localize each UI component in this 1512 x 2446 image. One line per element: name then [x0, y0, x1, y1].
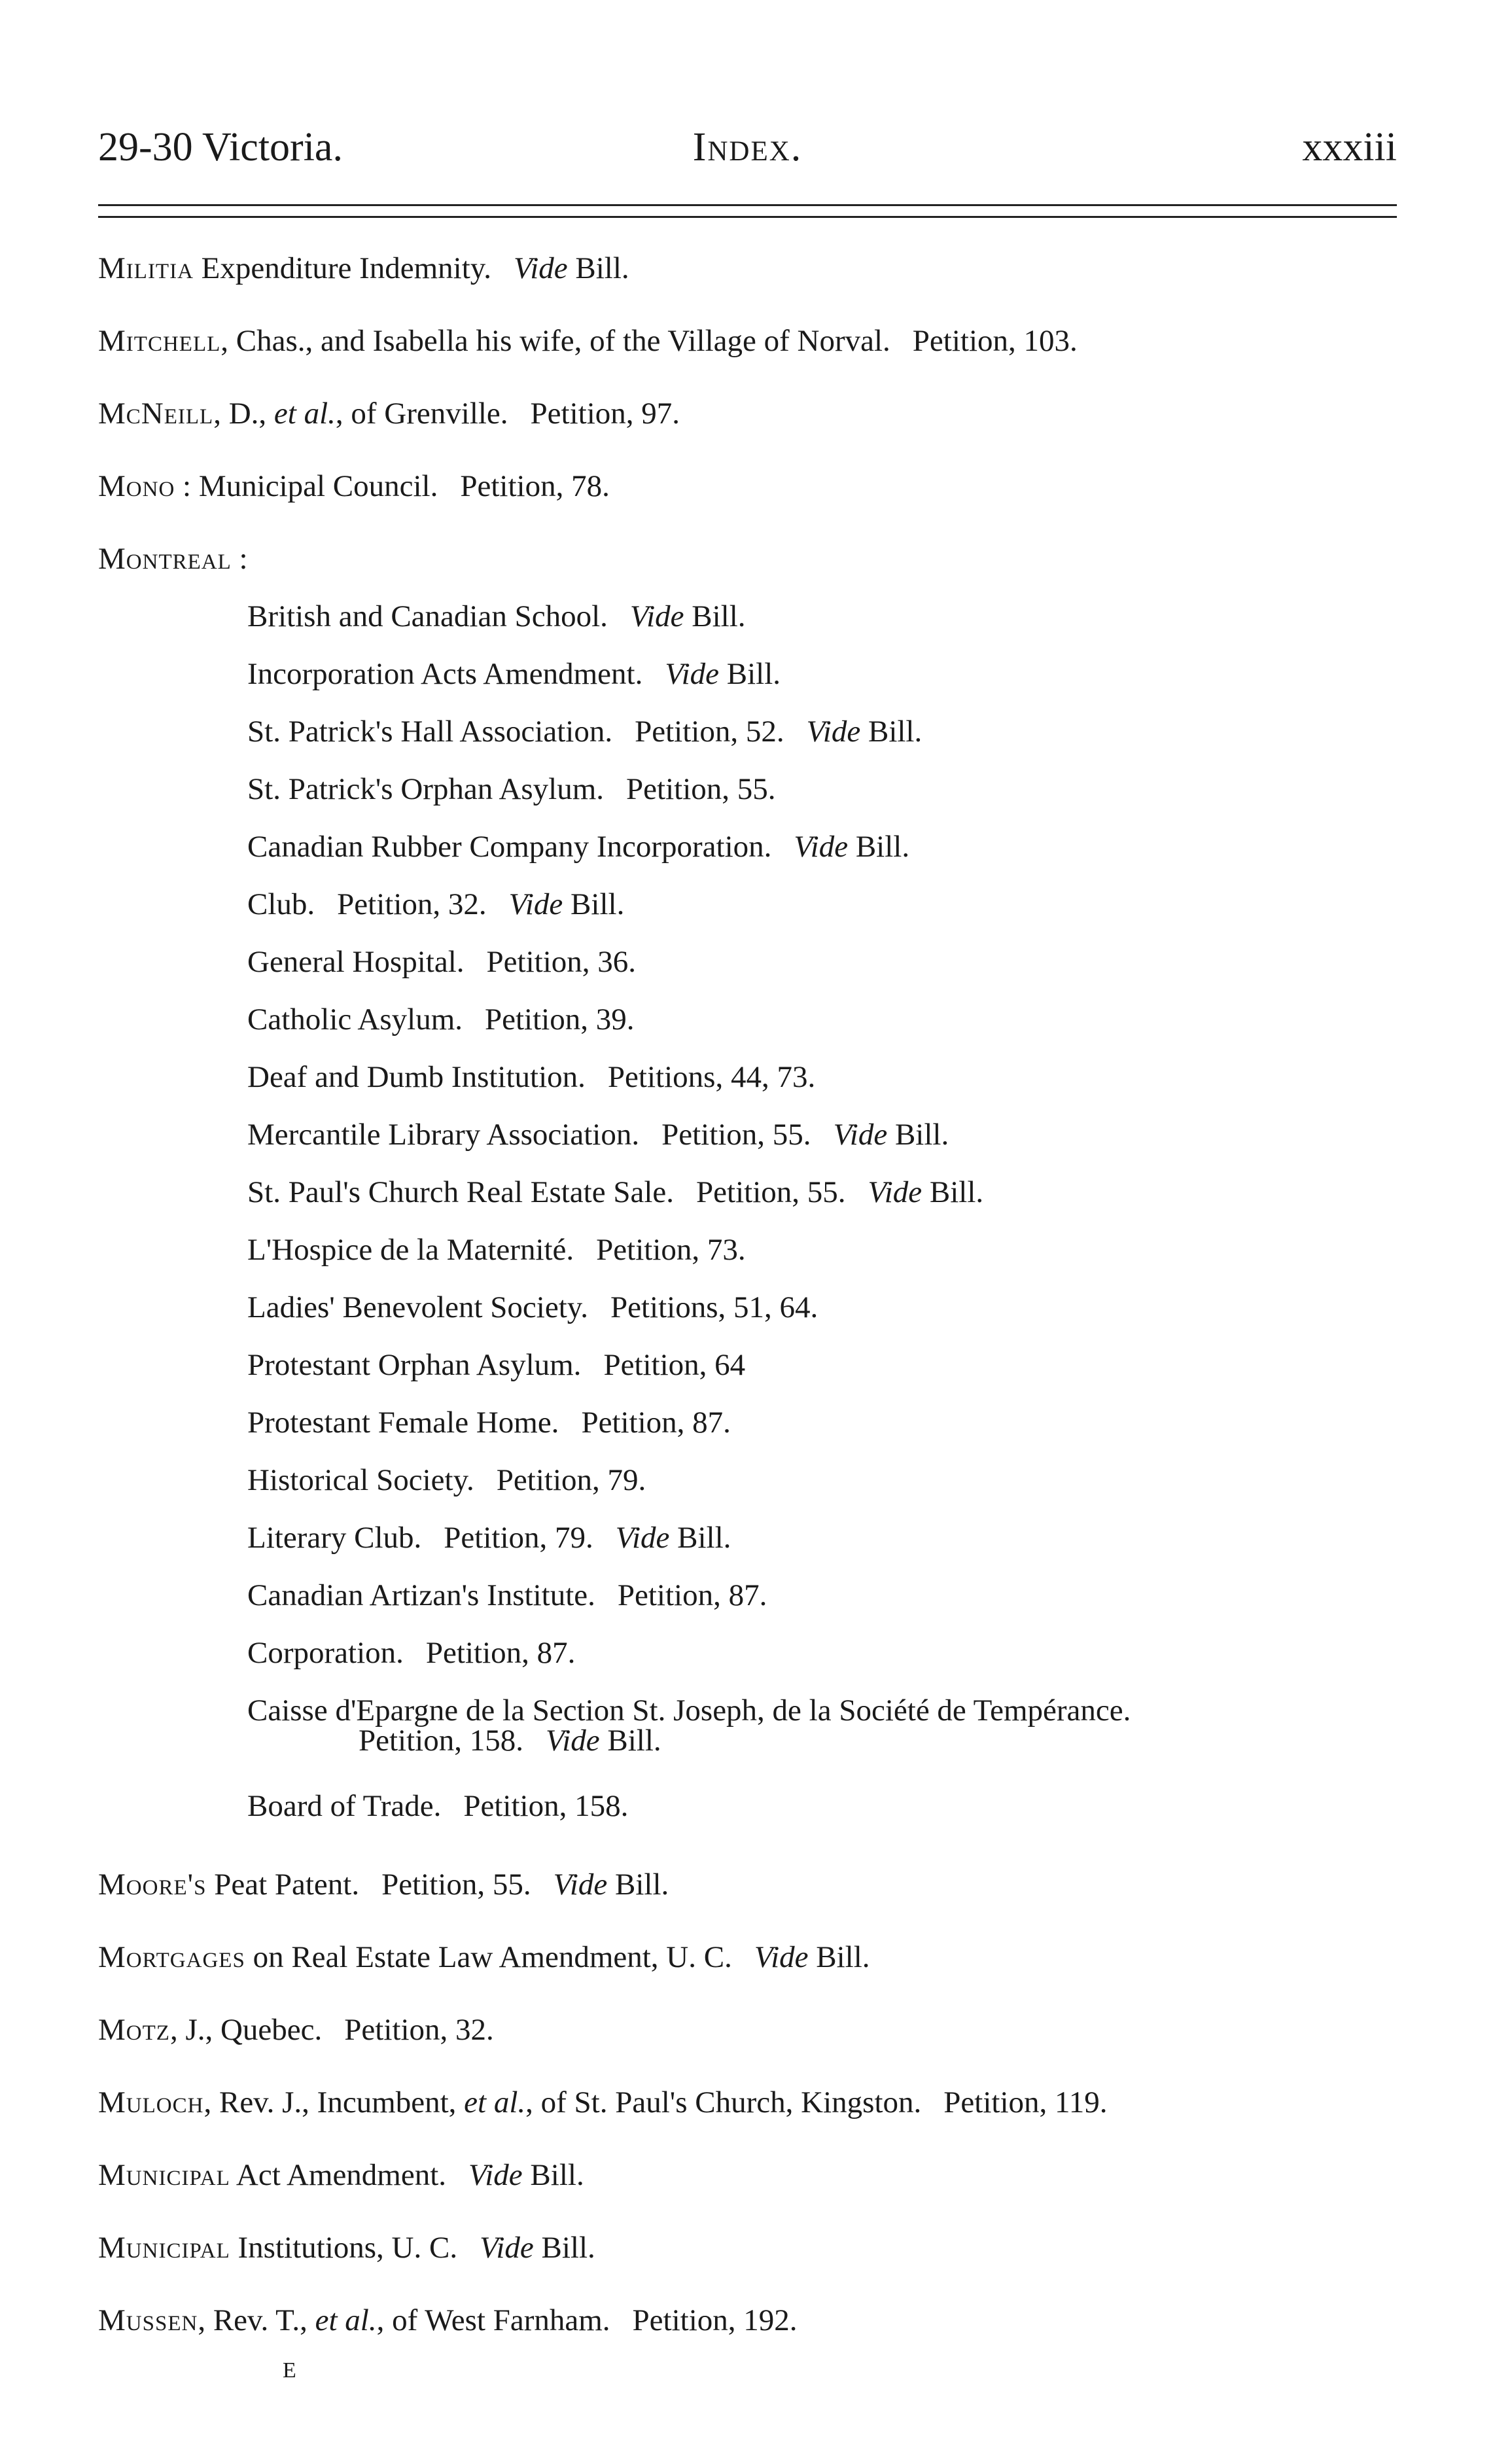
subentry-text: Club.	[247, 887, 315, 921]
entry-text: on Real Estate Law Amendment, U. C.	[245, 1940, 732, 1974]
subentry	[98, 597, 1433, 654]
subentry-petition: Petition, 55.	[661, 1118, 811, 1152]
subentry-petition: Petition, 64	[603, 1348, 746, 1382]
entry-text2: , of West Farnham.	[376, 2303, 610, 2337]
entry-vide: Vide	[514, 251, 568, 285]
entry-head: McNeill	[98, 397, 214, 431]
subentry	[98, 1345, 1433, 1403]
index-entry-mortgages	[98, 1938, 1433, 1977]
entry-text: Act Amendment.	[230, 2158, 447, 2192]
entry-text: , Chas., and Isabella his wife, of the Village of Norval.	[220, 324, 890, 358]
subentry	[98, 942, 1433, 1000]
entry-text: Peat Patent.	[206, 1868, 360, 1902]
subentry-text: Historical Society.	[247, 1463, 474, 1497]
index-entry-moore	[98, 1865, 1433, 1904]
subentry	[98, 1115, 1433, 1173]
subentry	[98, 827, 1433, 885]
subentry-vide: Vide	[615, 1521, 670, 1555]
header-rule-top	[98, 204, 1397, 206]
subentry-tail: Bill.	[922, 1175, 984, 1209]
subentry-text: Corporation.	[247, 1636, 404, 1670]
entry-petition: Petition, 32.	[344, 2013, 494, 2047]
montreal-subentries	[98, 597, 1433, 1844]
subentry	[98, 1518, 1433, 1576]
subentry-petition: Petition, 55.	[626, 772, 776, 806]
entry-tail: Bill.	[607, 1868, 669, 1902]
subentry-vide: Vide	[833, 1118, 888, 1152]
entry-head: Mussen	[98, 2303, 198, 2337]
index-entry-militia	[98, 249, 1433, 288]
subentry-tail: Bill.	[860, 715, 923, 749]
entry-petition: Petition, 55.	[381, 1868, 531, 1902]
subentry-text: L'Hospice de la Maternité.	[247, 1233, 574, 1267]
subentry-tail: Bill.	[684, 599, 746, 633]
index-entries	[98, 249, 1433, 2373]
entry-head: Mitchell	[98, 324, 221, 358]
entry-tail: Bill.	[808, 1940, 870, 1974]
entry-vide: Vide	[553, 1868, 608, 1902]
subentry-petition: Petition, 87.	[581, 1406, 731, 1440]
subentry	[98, 1633, 1433, 1691]
subentry-petition: Petition, 39.	[485, 1002, 635, 1037]
subentry-text: Protestant Female Home.	[247, 1406, 559, 1440]
entry-petition: Petition, 192.	[632, 2303, 798, 2337]
subentry-petition: Petitions, 51, 64.	[610, 1290, 818, 1324]
index-entry-municipal-institutions	[98, 2228, 1433, 2267]
subentry-petition: Petition, 55.	[696, 1175, 846, 1209]
subentry-text: Deaf and Dumb Institution.	[247, 1060, 586, 1094]
subentry-text: British and Canadian School.	[247, 599, 608, 633]
entry-head: Moore's	[98, 1868, 207, 1902]
entry-text2: , of St. Paul's Church, Kingston.	[525, 2085, 922, 2119]
subentry	[98, 1173, 1433, 1230]
subentry-petition: Petition, 79.	[496, 1463, 646, 1497]
subentry-text: Catholic Asylum.	[247, 1002, 463, 1037]
entry-petition: Petition, 78.	[460, 469, 610, 503]
entry-head: Mono	[98, 469, 175, 503]
header-rule-bottom	[98, 216, 1397, 218]
subentry-vide: Vide	[806, 715, 861, 749]
subentry-vide: Vide	[794, 830, 849, 864]
entry-text: Expenditure Indemnity.	[193, 251, 491, 285]
entry-tail: Bill.	[567, 251, 629, 285]
index-entry-mono	[98, 467, 1433, 506]
entry-vide: Vide	[480, 2231, 534, 2265]
entry-head: Militia	[98, 251, 194, 285]
entry-vide: Vide	[468, 2158, 523, 2192]
subentry-petition: Petition, 79.	[444, 1521, 593, 1555]
entry-text: , Rev. T.,	[198, 2303, 315, 2337]
subentry-text: Mercantile Library Association.	[247, 1118, 640, 1152]
entry-head: Motz	[98, 2013, 170, 2047]
index-entry-mussen	[98, 2301, 1433, 2340]
subentry-text: St. Paul's Church Real Estate Sale.	[247, 1175, 675, 1209]
entry-text: , Rev. J., Incumbent,	[203, 2085, 465, 2119]
subentry-text: Ladies' Benevolent Society.	[247, 1290, 588, 1324]
subentry-petition: Petition, 158.	[463, 1789, 629, 1823]
subentry	[98, 1786, 1433, 1844]
subentry-text: Incorporation Acts Amendment.	[247, 657, 643, 691]
subentry	[98, 654, 1433, 712]
entry-text: Institutions, U. C.	[230, 2231, 458, 2265]
index-entry-muloch	[98, 2083, 1433, 2122]
subentry-petition: Petition, 87.	[425, 1636, 576, 1670]
entry-head: Muloch	[98, 2085, 204, 2119]
subentry-petition: Petition, 36.	[486, 945, 636, 979]
subentry-text: St. Patrick's Hall Association.	[247, 715, 613, 749]
entry-et-al: et al.	[315, 2303, 377, 2337]
entry-head: Montreal	[98, 542, 232, 576]
subentry	[98, 1691, 1433, 1786]
entry-text: : Municipal Council.	[175, 469, 438, 503]
subentry-tail: Bill.	[887, 1118, 949, 1152]
subentry	[98, 1000, 1433, 1057]
subentry-text: Literary Club.	[247, 1521, 422, 1555]
subentry-tail: Bill.	[719, 657, 781, 691]
subentry-text: St. Patrick's Orphan Asylum.	[247, 772, 605, 806]
subentry-text: Protestant Orphan Asylum.	[247, 1348, 582, 1382]
subentry-vide: Vide	[665, 657, 719, 691]
subentry	[98, 1288, 1433, 1345]
running-header	[98, 124, 1397, 183]
entry-head: Municipal	[98, 2231, 230, 2265]
header-session: 29-30 Victoria.	[98, 125, 343, 169]
entry-head: Mortgages	[98, 1940, 245, 1974]
entry-head: Municipal	[98, 2158, 230, 2192]
subentry	[98, 770, 1433, 827]
subentry-text: Caisse d'Epargne de la Section St. Joseph, de la Société de Tempérance.	[247, 1693, 1131, 1728]
subentry-petition: Petitions, 44, 73.	[607, 1060, 816, 1094]
index-entry-montreal	[98, 539, 1433, 578]
entry-et-al: et al.	[273, 397, 336, 431]
subentry	[98, 1576, 1433, 1633]
entry-vide: Vide	[754, 1940, 809, 1974]
index-entry-mitchell	[98, 321, 1433, 361]
entry-et-al: et al.	[464, 2085, 526, 2119]
subentry-petition: Petition, 87.	[617, 1578, 767, 1612]
subentry-vide: Vide	[545, 1724, 600, 1758]
subentry-text: Canadian Artizan's Institute.	[247, 1578, 595, 1612]
subentry-tail: Bill.	[848, 830, 910, 864]
subentry	[98, 1461, 1433, 1518]
entry-petition: Petition, 119.	[943, 2085, 1108, 2119]
index-entry-motz	[98, 2010, 1433, 2049]
entry-text2: , of Grenville.	[335, 397, 508, 431]
subentry-tail: Bill.	[599, 1724, 661, 1758]
subentry-text: Canadian Rubber Company Incorporation.	[247, 830, 772, 864]
subentry	[98, 1057, 1433, 1115]
entry-text: , D.,	[213, 397, 274, 431]
header-page-number: xxxiii	[1302, 125, 1397, 169]
subentry-vide: Vide	[868, 1175, 923, 1209]
subentry-petition: Petition, 32.	[337, 887, 487, 921]
header-title: Index.	[692, 125, 803, 169]
index-entry-mcneill	[98, 394, 1433, 433]
subentry	[98, 885, 1433, 942]
subentry-petition: Petition, 73.	[596, 1233, 746, 1267]
index-entry-municipal-act	[98, 2155, 1433, 2195]
entry-tail: Bill.	[522, 2158, 584, 2192]
signature-mark: E	[283, 2358, 296, 2383]
subentry-tail: Bill.	[563, 887, 625, 921]
subentry	[98, 712, 1433, 770]
entry-text: , J., Quebec.	[169, 2013, 323, 2047]
subentry-tail: Bill.	[669, 1521, 731, 1555]
subentry-vide: Vide	[508, 887, 563, 921]
entry-petition: Petition, 103.	[912, 324, 1078, 358]
subentry-vide: Vide	[629, 599, 684, 633]
entry-tail: Bill.	[533, 2231, 595, 2265]
entry-colon: :	[231, 542, 248, 576]
subentry-petition: Petition, 52.	[635, 715, 784, 749]
subentry-text: General Hospital.	[247, 945, 465, 979]
subentry-text: Board of Trade.	[247, 1789, 442, 1823]
subentry	[98, 1403, 1433, 1461]
subentry-petition: Petition, 158.	[359, 1724, 523, 1758]
subentry	[98, 1230, 1433, 1288]
entry-petition: Petition, 97.	[530, 397, 680, 431]
